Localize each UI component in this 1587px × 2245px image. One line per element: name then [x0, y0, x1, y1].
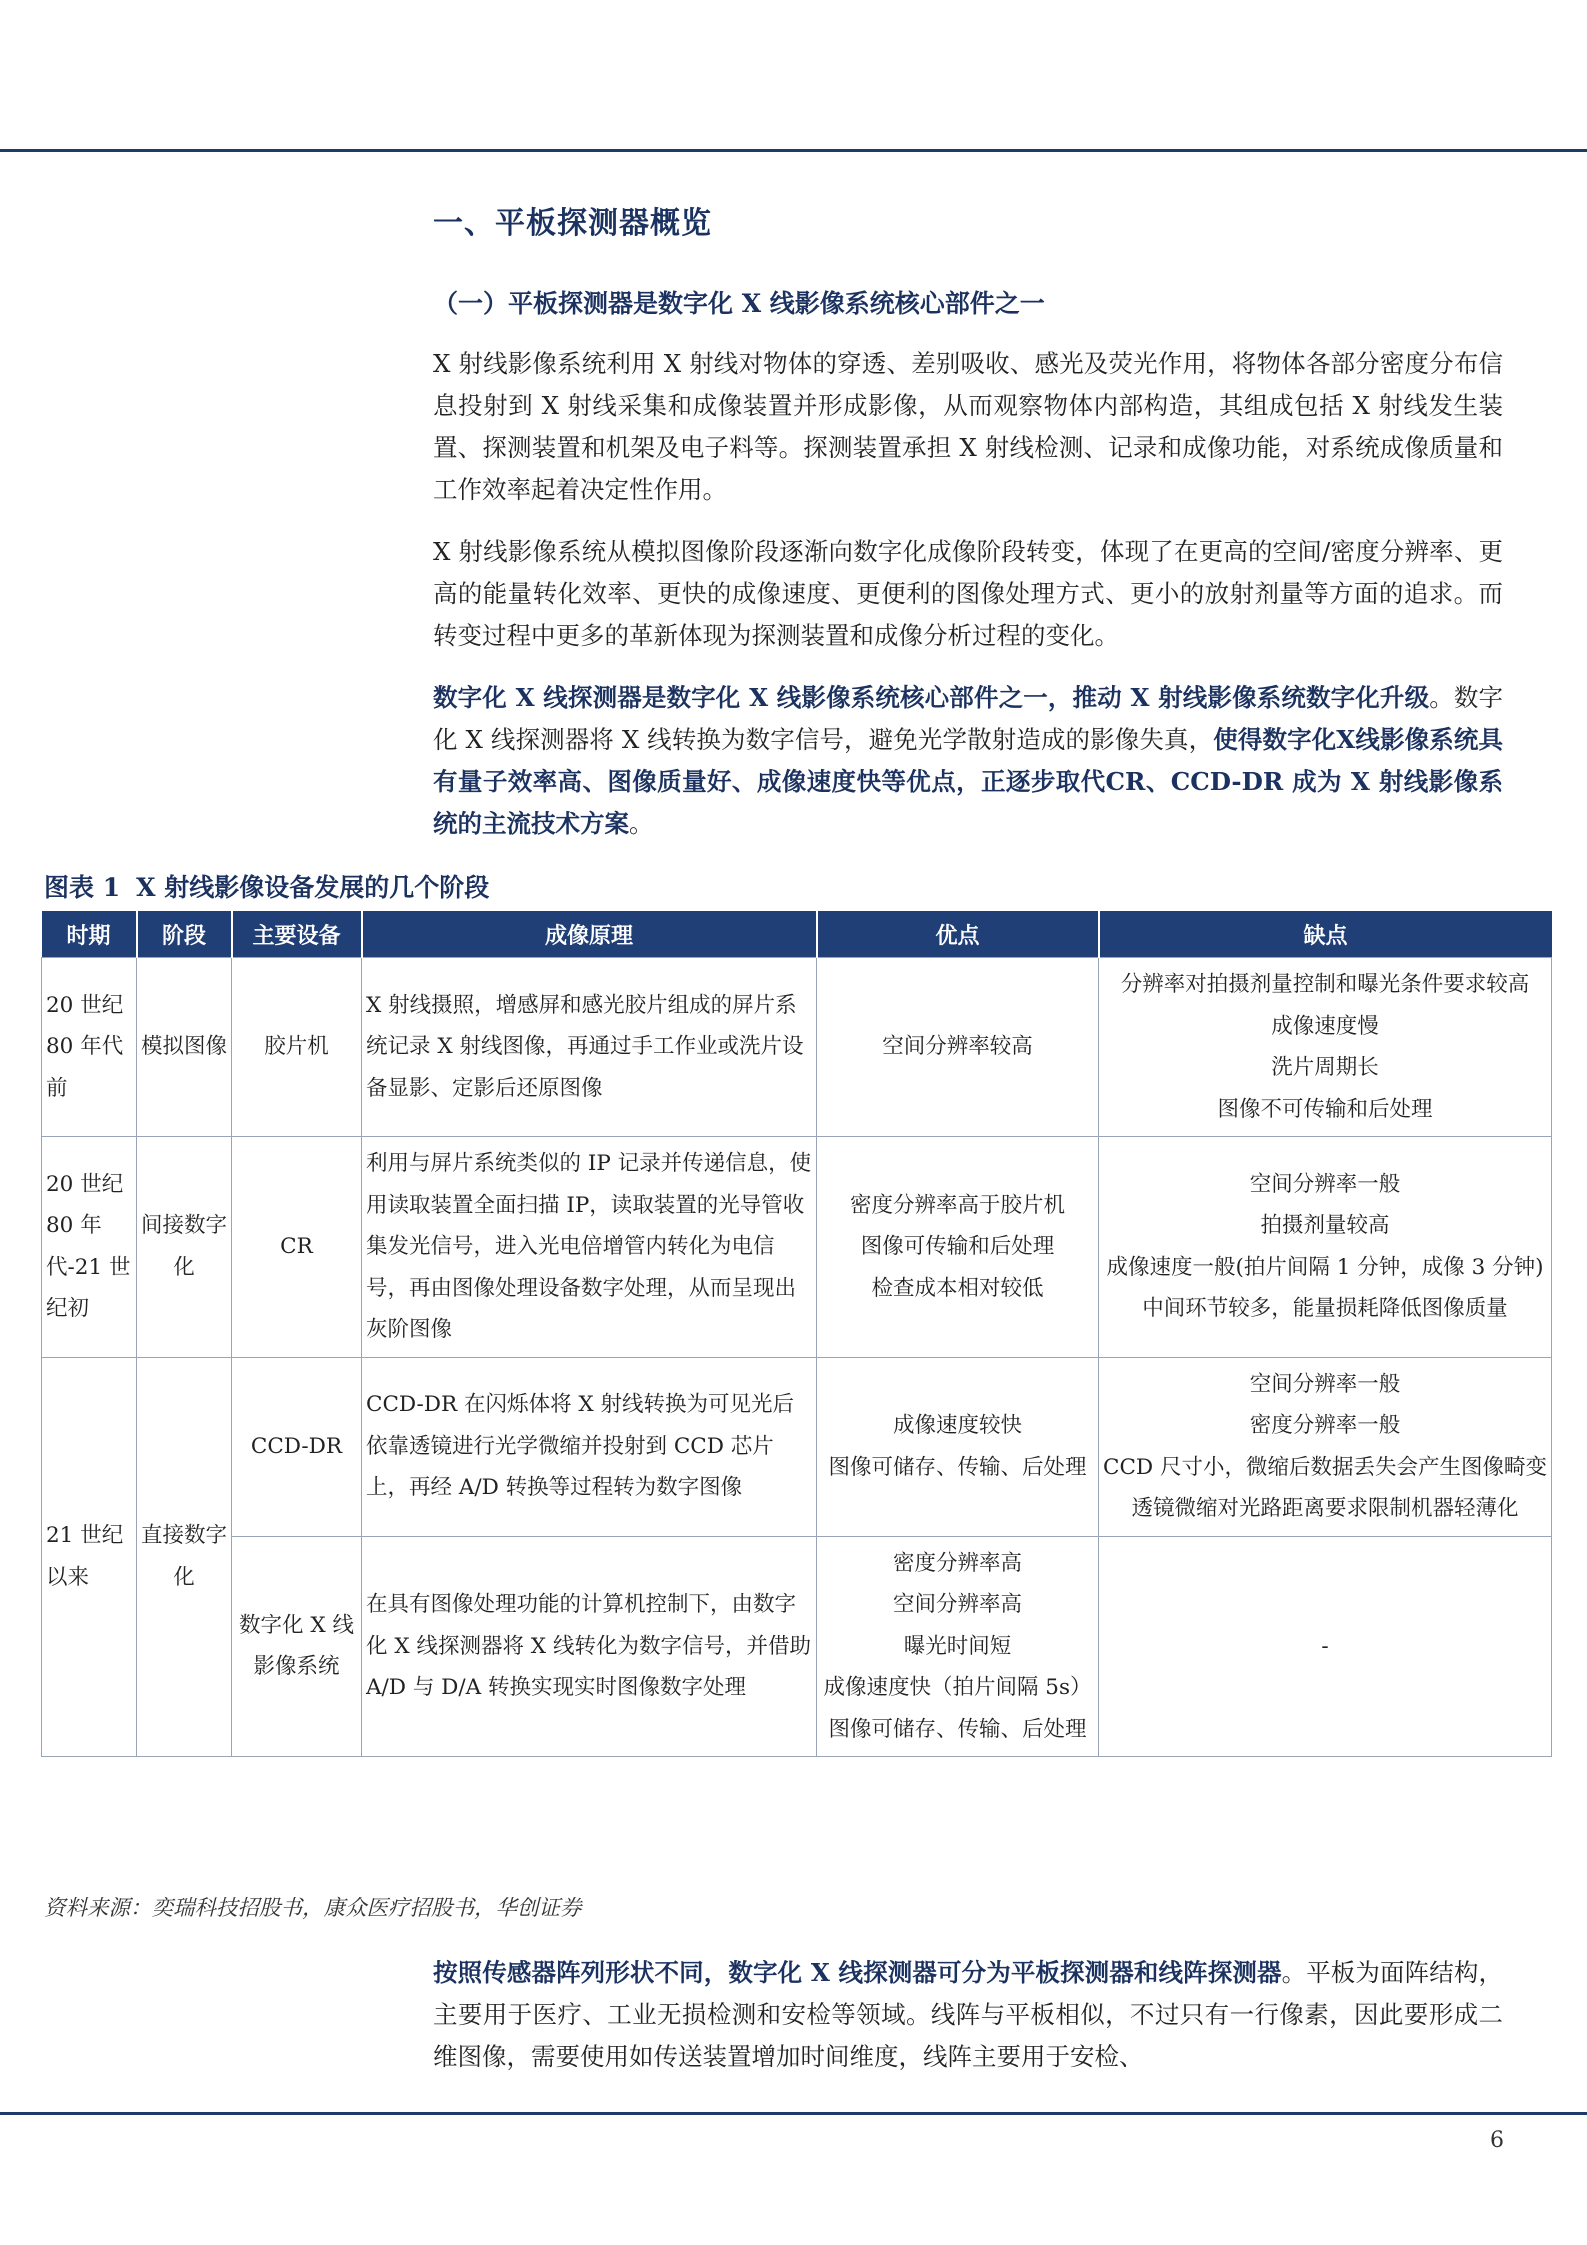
con-item: 空间分辨率一般: [1249, 1371, 1401, 1397]
paragraph-3-end: 。: [629, 809, 654, 838]
pro-item: 密度分辨率高于胶片机: [849, 1192, 1065, 1218]
cell-stage: 直接数字化: [137, 1357, 232, 1757]
cell-stage: 间接数字化: [137, 1137, 232, 1358]
header-period: 时期: [42, 911, 137, 958]
pro-item: 成像速度快（拍片间隔 5s）: [823, 1675, 1092, 1700]
source-note: 资料来源：奕瑞科技招股书，康众医疗招股书，华创证券: [44, 1896, 582, 1921]
paragraph-2: X 射线影像系统从模拟图像阶段逐渐向数字化成像阶段转变，体现了在更高的空间/密度分辨率、更高的能量转化效率、更快的成像速度、更便利的图像处理方式、更小的放射剂量等方面的追求。而转变过程中更多的革新体现为探测装置和成像分析过程的变化。: [433, 537, 1503, 650]
con-item: 空间分辨率一般: [1249, 1171, 1401, 1197]
table-row: [42, 1357, 1552, 1536]
cell-cons: [1099, 1137, 1552, 1358]
con-item: 密度分辨率一般: [1249, 1413, 1401, 1438]
paragraph-4-text: 。平板为面阵结构，主要用于医疗、工业无损检测和安检等领域。线阵与平板相似，不过只有一行像素，因此要形成二维图像，需要使用如传送装置增加时间维度，线阵主要用于安检、: [433, 1958, 1503, 2071]
header-stage: 阶段: [137, 911, 232, 958]
con-item: 透镜微缩对光路距离要求限制机器轻薄化: [1131, 1496, 1519, 1521]
cell-device: CR: [232, 1137, 362, 1358]
con-item: 拍摄剂量较高: [1260, 1213, 1390, 1239]
con-item: 成像速度慢: [1271, 1013, 1379, 1039]
cell-pros: [817, 958, 1099, 1137]
paragraph-3: [433, 677, 1503, 845]
cell-pros: [817, 1357, 1099, 1536]
page-number: 6: [1490, 2128, 1504, 2153]
section-subtitle: （一）平板探测器是数字化 X 线影像系统核心部件之一: [433, 289, 1045, 318]
pro-item: 图像可传输和后处理: [860, 1234, 1055, 1259]
con-item: 图像不可传输和后处理: [1217, 1096, 1433, 1122]
con-item: CCD 尺寸小，微缩后数据丢失会产生图像畸变: [1103, 1454, 1547, 1480]
cell-pros: [817, 1536, 1099, 1757]
paragraph-4-bold-lead: 按照传感器阵列形状不同，数字化 X 线探测器可分为平板探测器和线阵探测器: [433, 1958, 1282, 1987]
cell-principle: CCD-DR 在闪烁体将 X 射线转换为可见光后依靠透镜进行光学微缩并投射到 CCD 芯片上，再经 A/D 转换等过程转为数字图像: [362, 1357, 817, 1536]
table-row: [42, 1536, 1552, 1757]
paragraph-3-bold-conclusion: 使得数字化X线影像系统具有量子效率高、图像质量好、成像速度快等优点，正逐步取代CR、CCD-DR 成为 X 射线影像系统的主流技术方案: [433, 725, 1503, 838]
cell-stage: 模拟图像: [137, 958, 232, 1137]
figure-caption: X 射线影像设备发展的几个阶段: [136, 873, 490, 902]
con-item: 分辨率对拍摄剂量控制和曝光条件要求较高: [1120, 972, 1530, 997]
header-principle: 成像原理: [362, 911, 817, 958]
pro-item: 成像速度较快: [892, 1413, 1022, 1438]
cell-principle: 在具有图像处理功能的计算机控制下，由数字化 X 线探测器将 X 线转化为数字信号，并借助 A/D 与 D/A 转换实现实时图像数字处理: [362, 1536, 817, 1757]
table-header-row: [42, 911, 1552, 958]
footer-rule: [0, 2112, 1587, 2115]
table-row: [42, 1137, 1552, 1358]
pro-item: 曝光时间短: [903, 1633, 1012, 1659]
paragraph-3-bold-lead: 数字化 X 线探测器是数字化 X 线影像系统核心部件之一，推动 X 射线影像系统数字化升级: [433, 683, 1430, 712]
cell-principle: X 射线摄照，增感屏和感光胶片组成的屏片系统记录 X 射线图像，再通过手工作业或洗片设备显影、定影后还原图像: [362, 958, 817, 1137]
header-pros: 优点: [817, 911, 1099, 958]
con-item: 中间环节较多，能量损耗降低图像质量: [1142, 1296, 1508, 1322]
pro-item: 图像可储存、传输、后处理: [828, 1454, 1087, 1480]
header-device: 主要设备: [232, 911, 362, 958]
figure-label: 图表 1: [44, 873, 121, 902]
figure-title: [44, 868, 489, 904]
paragraph-4: [433, 1952, 1503, 2078]
cell-period: 20 世纪 80 年代-21 世纪初: [42, 1137, 137, 1358]
cell-device: 胶片机: [232, 958, 362, 1137]
header-rule: [0, 149, 1587, 152]
header-cons: 缺点: [1099, 911, 1552, 958]
cell-principle: 利用与屏片系统类似的 IP 记录并传递信息，使用读取装置全面扫描 IP，读取装置的光导管收集发光信号，进入光电倍增管内转化为电信号，再由图像处理设备数字处理，从而呈现出灰阶图像: [362, 1137, 817, 1358]
pro-item: 密度分辨率高: [892, 1550, 1022, 1576]
cell-period: 20 世纪 80 年代前: [42, 958, 137, 1137]
table-row: [42, 958, 1552, 1137]
cell-cons: [1099, 1357, 1552, 1536]
section-title: 一、平板探测器概览: [433, 206, 712, 241]
stages-table: [41, 911, 1552, 1757]
cell-period: 21 世纪以来: [42, 1357, 137, 1757]
pro-item: 检查成本相对较低: [871, 1275, 1044, 1301]
paragraph-1: X 射线影像系统利用 X 射线对物体的穿透、差别吸收、感光及荧光作用，将物体各部分密度分布信息投射到 X 射线采集和成像装置并形成影像，从而观察物体内部构造，其组成包括 X 射线发生装置、探测装置和机架及电子料等。探测装置承担 X 射线检测、记录和成像功能，对系统成像质量和工作效率起着决定性作用。: [433, 349, 1503, 504]
cell-device: CCD-DR: [232, 1357, 362, 1536]
cell-device: 数字化 X 线影像系统: [232, 1536, 362, 1757]
con-item: 成像速度一般(拍片间隔 1 分钟，成像 3 分钟): [1106, 1254, 1544, 1280]
pro-item: 空间分辨率高: [892, 1592, 1022, 1617]
pro-item: 图像可储存、传输、后处理: [828, 1716, 1087, 1742]
paragraph-3-text: 。数字化 X 线探测器将 X 线转换为数字信号，避免光学散射造成的影像失真，: [433, 683, 1504, 754]
pro-item: 空间分辨率较高: [882, 1034, 1033, 1060]
cell-cons: -: [1099, 1536, 1552, 1757]
cell-cons: [1099, 958, 1552, 1137]
con-item: 洗片周期长: [1271, 1055, 1379, 1080]
cell-pros: [817, 1137, 1099, 1358]
